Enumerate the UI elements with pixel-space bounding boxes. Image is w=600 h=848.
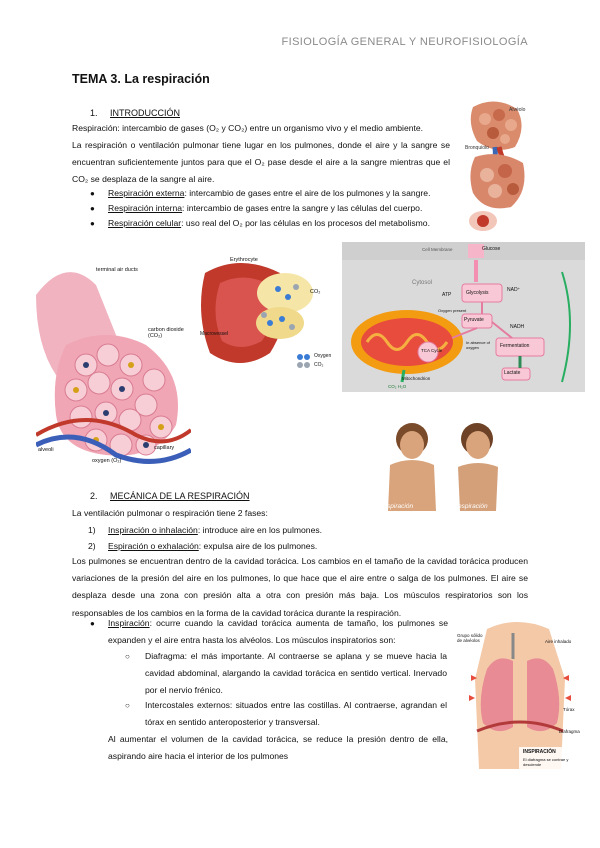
erythrocyte-figure [200,253,340,373]
page-title: TEMA 3. La respiración [72,72,210,86]
svg-text:Alvéolo: Alvéolo [509,107,526,113]
ventilation-intro: La ventilación pulmonar o respiración tiene 2 fases: [72,508,268,518]
figure-label: In absence of oxygen [466,340,491,350]
bullet-item [90,215,453,232]
phase-term: Inspiración o inhalación [108,525,198,535]
muscle-text: Intercostales externos: situados entre las costillas. Al contraerse, agrandan el tórax en sentido anteroposterior y transversal. [145,700,447,728]
inspiration-bullet [90,615,448,649]
cellular-respiration-figure [342,242,585,392]
bullet-term: Respiración externa [108,188,185,198]
figure-label: Oxygen [314,353,332,359]
muscle-text: Diafragma: el más importante. Al contraerse se aplana y se mueve hacia la cavidad abdominal, alargando la cavidad torácica en sentido vertical. Inervado por el nervio frénico. [145,651,447,696]
lung-alveoli-figure [465,97,531,242]
figure-label: Erythrocyte [230,257,258,263]
figure-label: oxygen (O₂) [92,458,122,464]
bullet-icon: ● [90,204,95,213]
phase-text: : expulsa aire de los pulmones. [198,541,318,551]
section-1-number: 1. [90,108,98,118]
figure-label: Mitochondrion [402,376,431,381]
figure-label: Pyruvate [464,317,484,323]
bullet-text: : intercambio de gases entre la sangre y las células del cuerpo. [182,203,423,213]
phase-text: : introduce aire en los pulmones. [197,525,323,535]
figure-label: CO₂ [310,289,321,295]
figure-label: Macrovessel [200,331,229,337]
breathing-boy-figure [372,415,522,515]
phase-item [88,522,438,539]
figure-caption: El diafragma se contrae y desciende [523,757,569,767]
muscle-item [125,697,447,731]
phase-term: Espiración o exhalación [108,541,199,551]
figure-label: Grupo sólido de alvéolos [457,633,483,643]
figure-label: Oxygen present [438,308,467,313]
figure-label: carbon dioxide (CO₂) [148,327,184,339]
bullet-term: Respiración interna [108,203,183,213]
section-1-title: INTRODUCCIÓN [110,108,180,118]
section-2-heading [90,491,250,501]
figure-label: terminal air ducts [96,267,138,273]
figure-label: inspiración [382,503,414,510]
figure-label: CO₂ H₂O [388,384,407,389]
thoracic-cavity-paragraph: Los pulmones se encuentran dentro de la cavidad torácica. Los cambios en el tamaño de la cavidad torácica producen variaciones de la presión del aire en los pulmones, lo que hace que el aire entre o salga de los pulmones. El aire se desplaza desde una zona con presión alta a otra con presión más baja. Los músculos respiratorios son los responsables de los cambios en la forma de la cavidad torácica durante la respiración. [72,556,528,618]
figure-label: NAD⁺ [507,287,521,293]
circle-bullet-icon: ○ [125,701,130,710]
figure-label: Aire inhalado [545,639,572,644]
figure-label: Lactate [504,370,521,376]
phase-number: 1) [88,525,96,535]
muscle-item [125,648,447,700]
bullet-text: : ocurre cuando la cavidad torácica aumenta de tamaño, los pulmones se expanden y el aire entra hasta los alvéolos. Los músculos inspiratorios son: [108,618,448,646]
bullet-icon: ● [90,219,95,228]
bullet-term: Inspiración [108,618,150,628]
figure-label: Diafragma [559,729,580,734]
torso-inspiration-figure [457,619,586,774]
figure-label: alveoli [38,447,54,453]
svg-text:Bronquiolo: Bronquiolo [465,145,489,151]
figure-label: TCA Cycle [421,348,443,353]
phase-number: 2) [88,541,96,551]
figure-label: NADH [510,324,525,330]
figure-label: CO₂ [314,362,324,368]
circle-bullet-icon: ○ [125,652,130,661]
figure-label: Glucose [482,246,501,252]
section-2-title: MECÁNICA DE LA RESPIRACIÓN [110,491,250,501]
closing-paragraph: Al aumentar el volumen de la cavidad torácica, se reduce la presión dentro de ella, aspirando aire hacia el interior de los pulmones [108,734,448,762]
intro-paragraph-2: La respiración o ventilación pulmonar tiene lugar en los pulmones, donde el aire y la sangre se encuentran suficientemente juntos para que el O₂ pase desde el aire a la sangre mientras que el CO₂ se desplaza de la sangre al aire. [72,140,450,185]
bullet-text: : uso real del O₂ por las células en los procesos del metabolismo. [181,218,430,228]
figure-label: capillary [154,445,175,451]
section-2-number: 2. [90,491,98,501]
figure-label: Cell Membrane [422,247,453,252]
figure-label: Fermentation [500,343,530,349]
intro-paragraph-1: Respiración: intercambio de gases (O₂ y CO₂) entre un organismo vivo y el medio ambiente. [72,123,424,133]
figure-label: ATP [442,292,452,298]
section-1-heading [90,108,180,118]
figure-caption: INSPIRACIÓN [523,749,556,755]
figure-label: Tórax [563,707,575,712]
bullet-icon: ● [90,619,95,628]
figure-label: Cytosol [412,280,433,286]
document-header: FISIOLOGÍA GENERAL Y NEUROFISIOLOGÍA [281,36,528,48]
alveolar-sac-figure [36,255,191,470]
figure-label: Glycolysis [466,290,489,296]
bullet-icon: ● [90,189,95,198]
bullet-text: : intercambio de gases entre el aire de los pulmones y la sangre. [184,188,431,198]
bullet-term: Respiración celular [108,218,182,228]
figure-label: espiración [458,503,488,510]
